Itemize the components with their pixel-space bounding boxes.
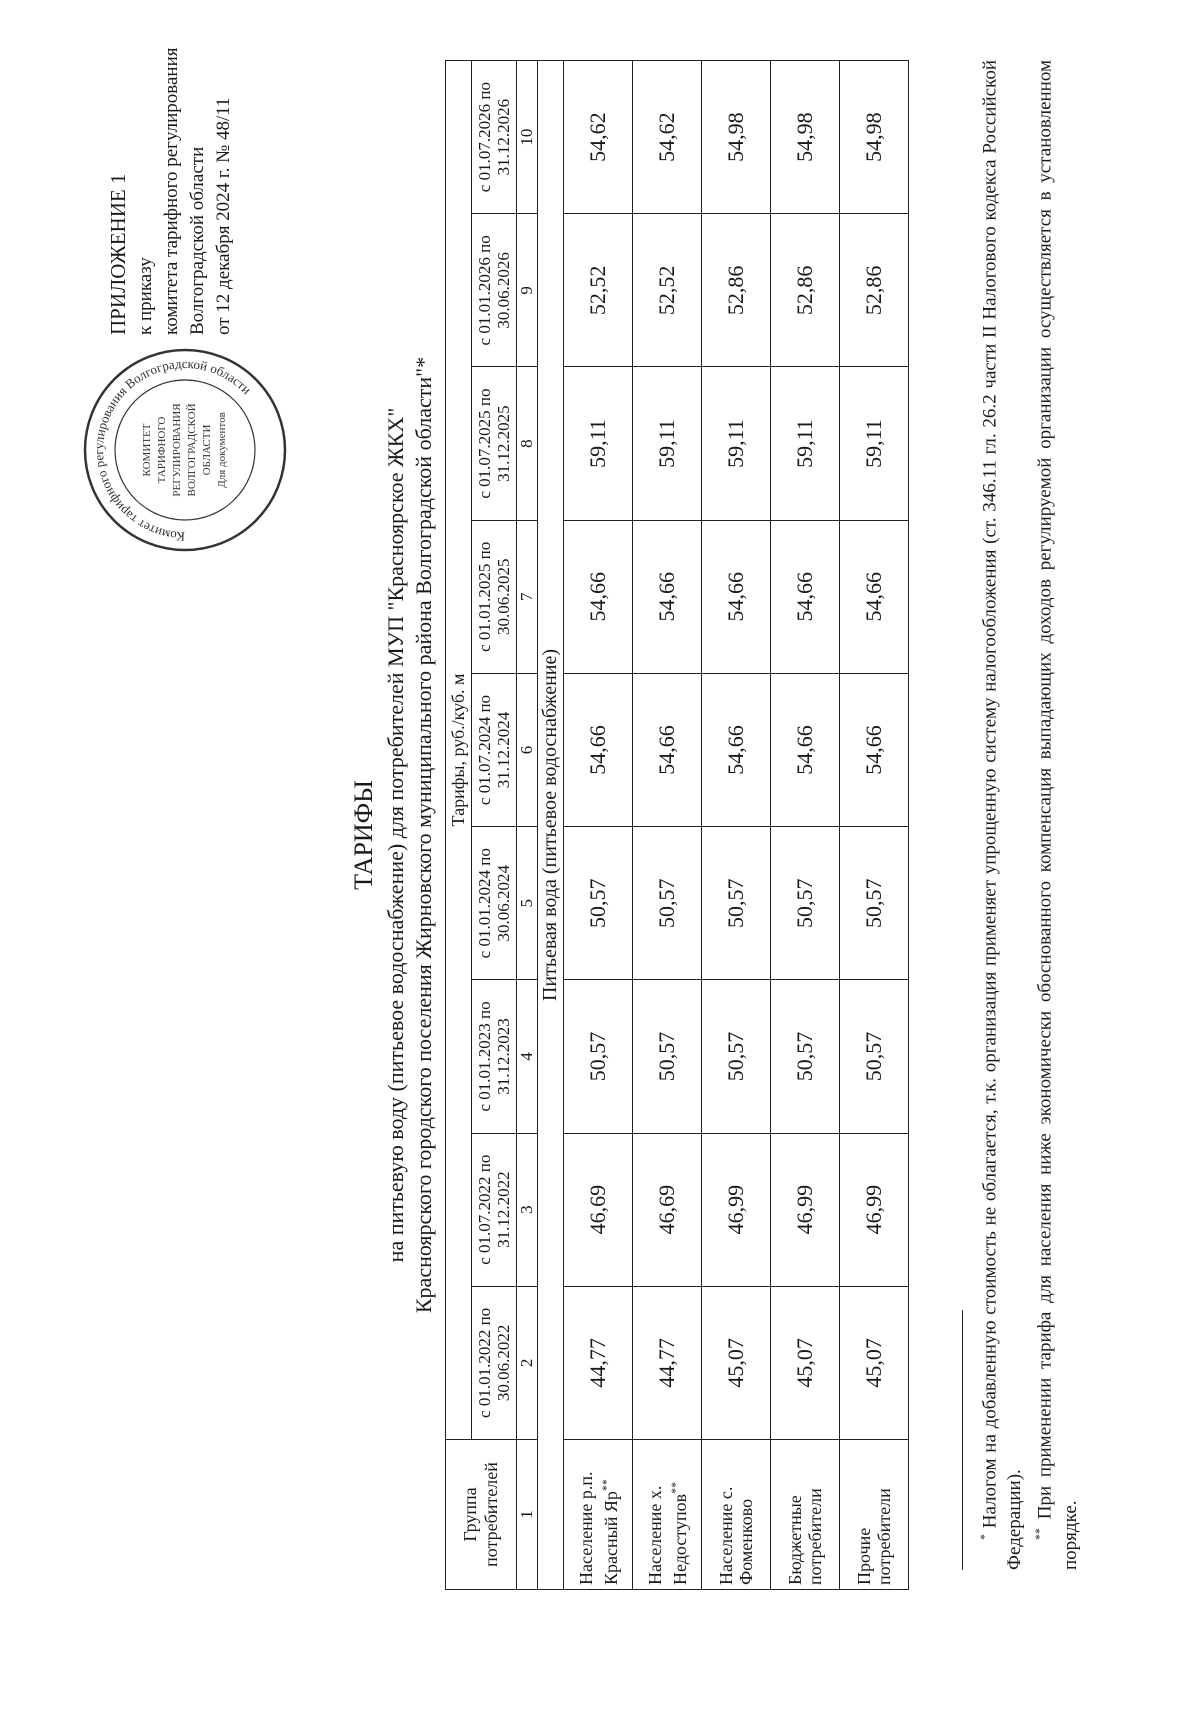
tariff-value: 52,52 <box>633 214 702 367</box>
period-header-9: с 01.07.2026 по 31.12.2026 <box>472 61 517 214</box>
tariff-value: 50,57 <box>702 980 771 1133</box>
tariff-value: 46,69 <box>564 1133 633 1286</box>
tariff-value: 54,66 <box>702 673 771 826</box>
period-header-8: с 01.01.2026 по 30.06.2026 <box>472 214 517 367</box>
tariff-value: 54,66 <box>840 673 909 826</box>
tariff-value: 52,86 <box>771 214 840 367</box>
column-number-7: 7 <box>517 520 538 673</box>
tariff-value: 54,66 <box>564 673 633 826</box>
tariff-value: 59,11 <box>564 367 633 520</box>
tariff-value: 59,11 <box>702 367 771 520</box>
footnote-mark: ** <box>598 1479 613 1492</box>
column-number-6: 6 <box>517 673 538 826</box>
stamp-line: ВОЛГОГРАДСКОЙ <box>186 403 198 497</box>
consumer-group-label: Прочие потребители <box>854 1488 894 1585</box>
column-number-2: 2 <box>517 1286 538 1439</box>
stamp-line: КОМИТЕТ <box>141 423 153 477</box>
tariff-value: 50,57 <box>702 827 771 980</box>
tariff-value: 54,98 <box>702 61 771 214</box>
tariff-value: 59,11 <box>840 367 909 520</box>
period-header-2: с 01.07.2022 по 31.12.2022 <box>472 1133 517 1286</box>
column-number-4: 4 <box>517 980 538 1133</box>
consumer-group-label: Население с. Фоменково <box>716 1486 756 1585</box>
tariff-value: 45,07 <box>771 1286 840 1439</box>
period-header-6: с 01.01.2025 по 30.06.2025 <box>472 520 517 673</box>
tariff-value: 50,57 <box>564 980 633 1133</box>
tariff-value: 52,86 <box>702 214 771 367</box>
tariff-table <box>445 60 909 1590</box>
consumer-group <box>633 1440 702 1590</box>
tariff-value: 54,66 <box>771 673 840 826</box>
tariff-value: 54,66 <box>633 520 702 673</box>
tariff-value: 45,07 <box>840 1286 909 1439</box>
column-number-10: 10 <box>517 61 538 214</box>
tariff-value: 44,77 <box>633 1286 702 1439</box>
section-row <box>538 61 564 1590</box>
appendix-line-4: от 12 декабря 2024 г. № 48/11 <box>213 97 234 335</box>
tariff-value: 59,11 <box>771 367 840 520</box>
tariff-value: 50,57 <box>564 827 633 980</box>
tariff-value: 50,57 <box>840 980 909 1133</box>
official-stamp <box>80 345 290 555</box>
tariff-value: 52,86 <box>840 214 909 367</box>
tariff-value: 45,07 <box>702 1286 771 1439</box>
tariff-value: 50,57 <box>771 827 840 980</box>
period-header-7: с 01.07.2025 по 31.12.2025 <box>472 367 517 520</box>
table-row <box>771 61 840 1590</box>
period-header-1: с 01.01.2022 по 30.06.2022 <box>472 1286 517 1439</box>
tariff-header: Тарифы, руб./куб. м <box>446 61 472 1440</box>
tariff-value: 50,57 <box>840 827 909 980</box>
period-header-5: с 01.07.2024 по 31.12.2024 <box>472 673 517 826</box>
tariff-value: 54,66 <box>840 520 909 673</box>
tariff-value: 46,99 <box>702 1133 771 1286</box>
footnote-divider <box>962 1310 963 1570</box>
tariff-value: 54,66 <box>633 673 702 826</box>
group-header: Группа потребителей <box>446 1440 517 1590</box>
period-header-row <box>472 61 517 1590</box>
tariff-value: 46,69 <box>633 1133 702 1286</box>
consumer-group <box>771 1440 840 1590</box>
tariff-value: 50,57 <box>633 980 702 1133</box>
consumer-group <box>840 1440 909 1590</box>
stamp-line: ТАРИФНОГО <box>156 416 168 484</box>
table-row <box>702 61 771 1590</box>
tariff-value: 54,62 <box>633 61 702 214</box>
footnote-1 <box>972 60 1027 1570</box>
stamp-line: ОБЛАСТИ <box>201 424 213 476</box>
tariff-value: 54,98 <box>840 61 909 214</box>
consumer-group-label: Население х. Недоступов <box>644 1485 690 1585</box>
period-header-4: с 01.01.2024 по 30.06.2024 <box>472 827 517 980</box>
document-title <box>350 55 438 1615</box>
table-row <box>633 61 702 1590</box>
title-line-1: на питьевую воду (питьевое водоснабжение) для потребителей МУП "Красноярское ЖКХ" <box>383 407 408 1263</box>
footnote-1-text: Налогом на добавленную стоимость не облагается, т.к. организация применяет упрощенную систему налогообложения (ст. 346.11 гл. 26.2 части II Налогового кодекса Российской Федерации). <box>979 60 1026 1570</box>
tariff-value: 54,66 <box>702 520 771 673</box>
tariff-value: 54,98 <box>771 61 840 214</box>
consumer-group <box>702 1440 771 1590</box>
section-label: Питьевая вода (питьевое водоснабжение) <box>538 61 564 1590</box>
column-number-row <box>517 61 538 1590</box>
column-number-9: 9 <box>517 214 538 367</box>
tariff-value: 46,99 <box>771 1133 840 1286</box>
appendix-title: ПРИЛОЖЕНИЕ 1 <box>106 173 130 335</box>
stamp-line: Для документов <box>216 412 228 488</box>
table-row <box>840 61 909 1590</box>
appendix-line-3: Волгоградской области <box>187 146 208 335</box>
tariff-value: 52,52 <box>564 214 633 367</box>
consumer-group <box>564 1440 633 1590</box>
tariff-value: 50,57 <box>633 827 702 980</box>
column-number-8: 8 <box>517 367 538 520</box>
tariff-value: 50,57 <box>771 980 840 1133</box>
column-number-1: 1 <box>517 1440 538 1590</box>
appendix-line-2: комитета тарифного регулирования <box>161 47 182 335</box>
tariff-value: 46,99 <box>840 1133 909 1286</box>
footnotes <box>972 60 1083 1570</box>
stamp-ring-text: Комитет тарифного регулирования Волгоградской области <box>90 355 255 545</box>
tariff-value: 44,77 <box>564 1286 633 1439</box>
appendix-line-1: к приказу <box>135 257 156 335</box>
tariff-value: 54,66 <box>771 520 840 673</box>
consumer-group-label: Население р.п. Красный Яр <box>575 1471 621 1585</box>
footnote-mark: ** <box>667 1481 682 1494</box>
appendix-block <box>105 47 237 335</box>
title-line-2: Красноярского городского поселения Жирновского муниципального района Волгоградской области"* <box>411 356 436 1314</box>
table-row <box>564 61 633 1590</box>
footnote-2 <box>1027 60 1082 1570</box>
column-number-3: 3 <box>517 1133 538 1286</box>
title-main: ТАРИФЫ <box>349 780 378 890</box>
stamp-line: РЕГУЛИРОВАНИЯ <box>171 403 183 497</box>
tariff-value: 59,11 <box>633 367 702 520</box>
consumer-group-label: Бюджетные потребители <box>785 1488 825 1585</box>
tariff-value: 54,66 <box>564 520 633 673</box>
footnote-2-mark: ** <box>1032 1528 1047 1540</box>
column-number-5: 5 <box>517 827 538 980</box>
tariff-value: 54,62 <box>564 61 633 214</box>
period-header-3: с 01.01.2023 по 31.12.2023 <box>472 980 517 1133</box>
footnote-2-text: При применении тарифа для населения ниже экономически обоснованного компенсация выпадающих доходов регулируемой организации осуществляется в установленном порядке. <box>1034 60 1081 1570</box>
footnote-1-mark: * <box>977 1534 991 1540</box>
